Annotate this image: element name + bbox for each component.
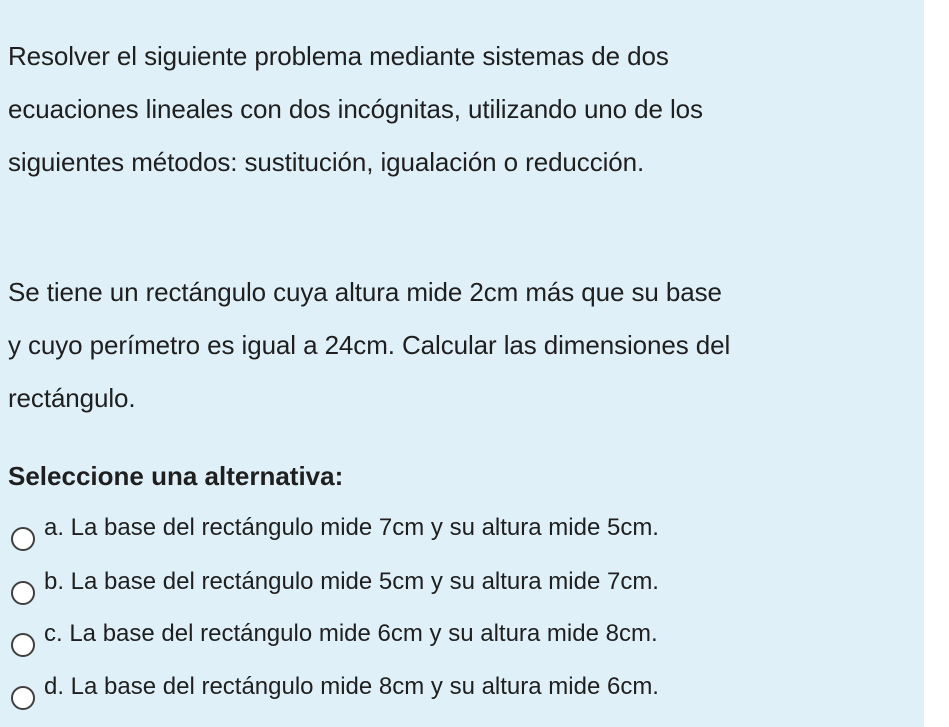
problem-line: y cuyo perímetro es igual a 24cm. Calcular las dimensiones del xyxy=(8,330,731,360)
radio-button-b[interactable] xyxy=(11,581,35,605)
problem-statement xyxy=(8,266,730,425)
radio-button-c[interactable] xyxy=(11,633,35,657)
select-prompt: Seleccione una alternativa: xyxy=(8,461,344,491)
option-a[interactable] xyxy=(8,513,868,553)
option-b[interactable] xyxy=(8,567,868,607)
radio-button-a[interactable] xyxy=(11,527,35,551)
instructions-line: ecuaciones lineales con dos incógnitas, utilizando uno de los xyxy=(8,94,703,124)
option-d[interactable] xyxy=(8,672,868,712)
radio-button-d[interactable] xyxy=(11,686,35,710)
instructions-line: siguientes métodos: sustitución, igualación o reducción. xyxy=(8,147,645,177)
problem-line: rectángulo. xyxy=(8,383,136,413)
page-margin xyxy=(924,0,949,727)
problem-line: Se tiene un rectángulo cuya altura mide 2cm más que su base xyxy=(8,277,722,307)
instructions-text xyxy=(8,30,703,189)
instructions-line: Resolver el siguiente problema mediante sistemas de dos xyxy=(8,41,669,71)
option-d-label[interactable]: d. La base del rectángulo mide 8cm y su altura mide 6cm. xyxy=(44,673,659,700)
option-c-label[interactable]: c. La base del rectángulo mide 6cm y su altura mide 8cm. xyxy=(44,620,658,647)
option-b-label[interactable]: b. La base del rectángulo mide 5cm y su altura mide 7cm. xyxy=(44,568,659,595)
option-c[interactable] xyxy=(8,619,868,659)
option-a-label[interactable]: a. La base del rectángulo mide 7cm y su altura mide 5cm. xyxy=(44,514,659,541)
